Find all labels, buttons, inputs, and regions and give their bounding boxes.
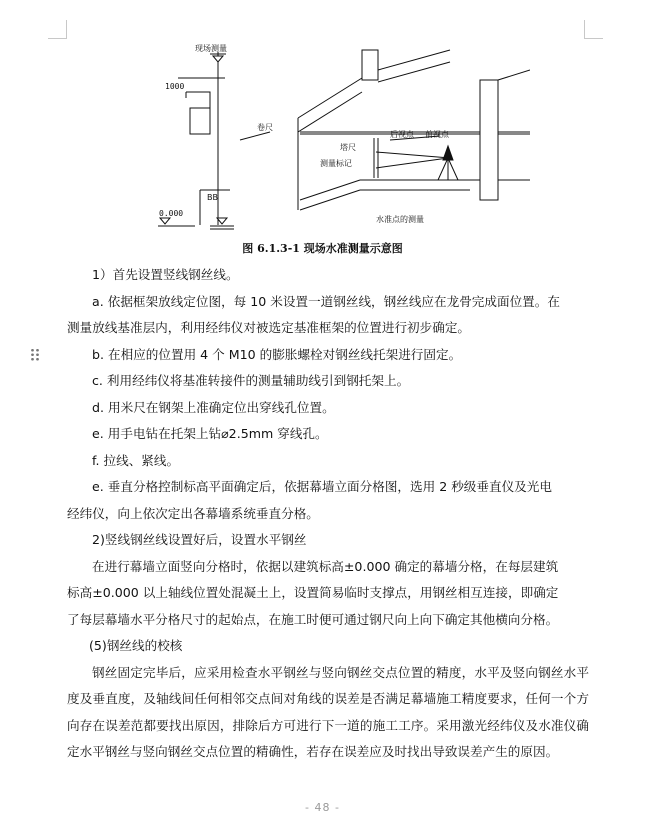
paragraph: 经纬仪，向上依次定出各幕墙系统垂直分格。	[67, 505, 319, 521]
paragraph: a. 依据框架放线定位图，每 10 米设置一道钢丝线，钢丝线应在龙骨完成面位置。在	[92, 293, 560, 309]
label-front-sight: 前视点	[425, 130, 449, 139]
paragraph: 钢丝固定完毕后，应采用检查水平钢丝与竖向钢丝交点位置的精度，水平及竖向钢丝水平度及垂直度，及轴线间任何相邻交点间对角线的误差是否满足幕墙施工精度要求，任何一个方向存在误差范都要找出原因，排除后方可进行下一道的施工工序。采用激光经纬仪及水准仪确定水平钢丝与竖向钢丝交点位置的精确性，若存在误差应及时找出导致误差产生的原因。	[67, 664, 589, 759]
paragraph: e. 垂直分格控制标高平面确定后，依据幕墙立面分格图，选用 2 秒级垂直仪及光电	[92, 479, 552, 494]
paragraph: (5)钢丝线的校核	[89, 638, 183, 653]
paragraph: 2)竖线钢丝线设置好后，设置水平钢丝	[92, 532, 307, 547]
label-tower-ruler: 塔尺	[340, 143, 356, 152]
label-site-measure: 现场测量	[195, 44, 227, 53]
paragraph: 测量放线基准层内，利用经纬仪对被选定基准框架的位置进行初步确定。	[67, 320, 470, 335]
paragraph: f. 拉线、紧线。	[92, 452, 180, 468]
level-measurement-figure	[150, 40, 530, 240]
paragraph: b. 在相应的位置用 4 个 M10 的膨胀螺栓对钢丝线托架进行固定。	[92, 346, 462, 362]
label-back-sight: 后视点	[390, 130, 414, 139]
document-body	[67, 262, 589, 766]
figure-caption: 图 6.1.3-1 现场水准测量示意图	[242, 242, 403, 255]
paragraph: d. 用米尺在钢架上准确定位出穿线孔位置。	[92, 399, 335, 415]
label-tape: 卷尺	[257, 123, 273, 132]
drag-handle-icon[interactable]	[30, 348, 40, 362]
left-elevation-diagram	[158, 52, 270, 229]
paragraph: 了每层幕墙水平分格尺寸的起始点，在施工时便可通过钢尺向上向下确定其他横向分格。	[67, 611, 559, 627]
right-perspective-diagram	[298, 50, 530, 210]
page-corner-mark-top-right	[584, 20, 603, 39]
paragraph: 在进行幕墙立面竖向分格时，依据以建筑标高±0.000 确定的幕墙分格，在每层建筑	[92, 558, 559, 574]
page-corner-mark-top-left	[48, 20, 67, 39]
label-marks: BB	[207, 193, 218, 202]
figure-drawing	[150, 40, 530, 240]
paragraph: 1）首先设置竖线钢丝线。	[92, 267, 239, 282]
label-level-measure: 水准点的测量	[376, 215, 424, 224]
paragraph: 标高±0.000 以上轴线位置处混凝土上，设置简易临时支撑点，用钢丝相互连接，即确定	[67, 585, 559, 600]
paragraph: c. 利用经纬仪将基准转接件的测量辅助线引到钢托架上。	[92, 373, 410, 388]
label-elevation-1000: 1000	[165, 82, 185, 91]
label-elevation-0000: 0.000	[159, 209, 184, 218]
paragraph: e. 用手电钻在托架上钻⌀2.5mm 穿线孔。	[92, 426, 328, 441]
page-number: - 48 -	[305, 801, 340, 814]
label-measure-mark: 测量标记	[320, 159, 352, 168]
